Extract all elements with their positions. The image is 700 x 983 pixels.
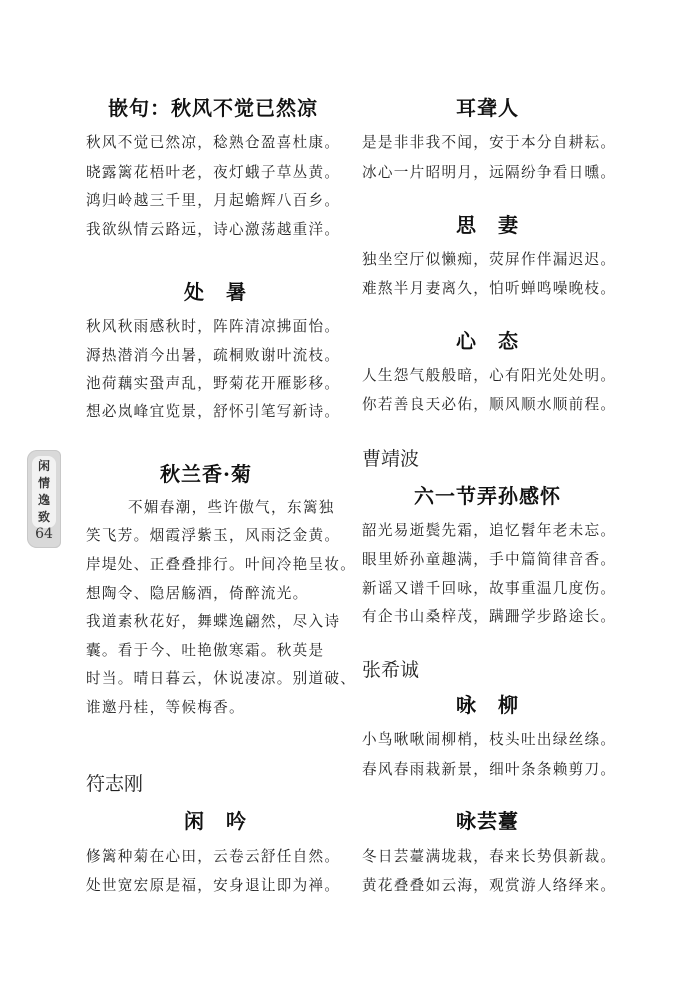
author-name: 符志刚 (86, 773, 144, 795)
poem-line: 不媚春潮，些许傲气，东篱独 (128, 499, 335, 516)
poem-line: 你若善良天必佑，顺风顺水顺前程。 (362, 396, 617, 413)
poem-line: 谁邀丹桂，等候梅香。 (86, 699, 245, 716)
poem-title: 闲 吟 (184, 809, 247, 833)
poem-line: 是是非非我不闻，安于本分自耕耘。 (362, 134, 617, 151)
poem-line: 春风春雨栽新景，细叶条条赖剪刀。 (362, 761, 617, 778)
poem-line: 想必岚峰宜览景，舒怀引笔写新诗。 (86, 403, 341, 420)
side-tab-char: 闲 (37, 459, 50, 473)
poem-line: 秋风秋雨感秋时，阵阵清凉拂面怡。 (86, 318, 341, 335)
poem-line: 眼里娇孙童趣满，手中篇简律音香。 (362, 551, 617, 568)
poem-title: 六一节弄孙感怀 (414, 484, 561, 508)
poem-title: 秋兰香·菊 (160, 462, 252, 486)
chapter-side-tab (27, 450, 61, 548)
author-name: 曹靖波 (362, 448, 420, 470)
poem-line: 难熬半月妻离久，怕听蝉鸣噪晚枝。 (362, 280, 617, 297)
poem-line: 时当。晴日暮云，休说凄凉。别道破、 (86, 670, 357, 687)
side-tab-char: 逸 (37, 493, 50, 507)
poem-title: 嵌句：秋风不觉已然凉 (108, 96, 318, 120)
side-tab-text (32, 458, 56, 526)
poem-line: 新谣又谱千回咏，故事重温几度伤。 (362, 580, 617, 597)
poem-title: 咏芸薹 (456, 809, 519, 833)
poem-line: 独坐空厅似懒痴，荧屏作伴漏迟迟。 (362, 251, 617, 268)
poem-line: 晓露篱花梧叶老，夜灯蛾子草丛黄。 (86, 164, 341, 181)
poem-line: 我道素秋花好，舞蝶逸翩然，尽入诗 (86, 613, 341, 630)
poem-title: 耳聋人 (456, 96, 519, 120)
poem-line: 秋风不觉已然凉，稔熟仓盈喜杜康。 (86, 134, 341, 151)
poem-line: 囊。看于今、吐艳傲寒霜。秋英是 (86, 642, 325, 659)
poem-line: 池荷藕实蛩声乱，野菊花开雁影移。 (86, 375, 341, 392)
poem-line: 处世宽宏原是福，安身退让即为禅。 (86, 877, 341, 894)
poem-line: 黄花叠叠如云海，观赏游人络绎来。 (362, 877, 617, 894)
poem-line: 溽热潜消今出暑，疏桐败谢叶流枝。 (86, 347, 341, 364)
poem-line: 修篱种菊在心田，云卷云舒任自然。 (86, 848, 341, 865)
poem-title: 咏 柳 (456, 693, 519, 717)
poem-title: 心 态 (456, 329, 519, 353)
author-name: 张希诚 (362, 659, 420, 681)
poem-line: 鸿归岭越三千里，月起蟾辉八百乡。 (86, 192, 341, 209)
poem-line: 小鸟啾啾闹柳梢，枝头吐出绿丝绦。 (362, 731, 617, 748)
poem-line: 有企书山桑梓茂，蹒跚学步路途长。 (362, 608, 617, 625)
poem-line: 人生怨气般般暗，心有阳光处处明。 (362, 367, 617, 384)
poem-title: 思 妻 (456, 213, 519, 237)
poem-line: 韶光易逝鬓先霜，追忆髫年老未忘。 (362, 522, 617, 539)
side-tab-char: 致 (37, 510, 50, 524)
poem-line: 我欲纵情云路远，诗心激荡越重洋。 (86, 221, 341, 238)
side-tab-char: 情 (37, 476, 50, 490)
poem-line: 冬日芸薹满垅栽，春来长势俱新裁。 (362, 848, 617, 865)
poem-line: 想陶令、隐居觞酒，倚醉流光。 (86, 585, 309, 602)
poem-line: 岸堤处、正叠叠排行。叶间冷艳呈妆。 (86, 556, 357, 573)
poem-line: 笑飞芳。烟霞浮紫玉，风雨泛金黄。 (86, 527, 341, 544)
page-number: 64 (35, 526, 53, 542)
poem-line: 冰心一片昭明月，远隔纷争看日曛。 (362, 164, 617, 181)
poem-title: 处 暑 (184, 280, 247, 304)
